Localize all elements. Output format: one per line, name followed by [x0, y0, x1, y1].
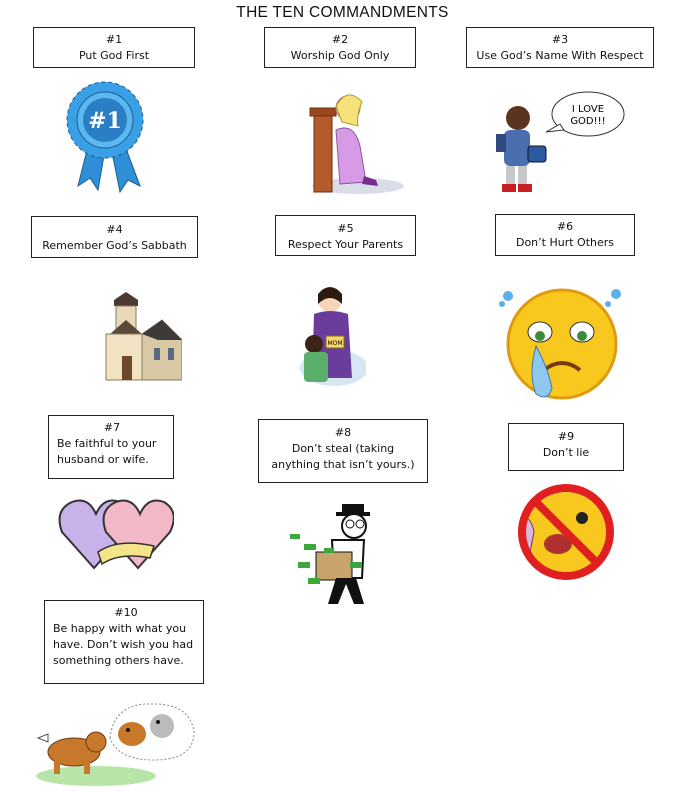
commandment-number: #9 — [557, 430, 575, 443]
commandment-6-card — [495, 214, 635, 256]
commandment-text: Use God’s Name With Respect — [476, 49, 644, 62]
commandment-9-card — [508, 423, 624, 471]
praying-girl-icon — [296, 86, 406, 196]
hearts-icon — [58, 488, 174, 572]
svg-text:#1: #1 — [88, 108, 122, 134]
commandment-number: #5 — [337, 222, 354, 235]
no-lying-icon — [514, 482, 618, 582]
commandment-text: Don’t lie — [542, 446, 590, 459]
commandment-text: Respect Your Parents — [287, 238, 404, 251]
first-place-ribbon-icon — [60, 78, 150, 193]
jealous-dog-icon — [34, 698, 200, 790]
church-icon — [98, 292, 182, 384]
commandment-text: Be faithful to your husband or wife. — [57, 437, 157, 466]
commandment-7-card — [48, 415, 174, 479]
crying-face-icon — [496, 284, 626, 406]
commandment-8-card — [258, 419, 428, 483]
commandment-text: Remember God’s Sabbath — [42, 239, 187, 252]
commandment-number: #1 — [105, 33, 123, 46]
commandment-3-card — [466, 27, 654, 68]
commandment-4-card — [31, 216, 198, 258]
commandment-text: Worship God Only — [290, 49, 390, 62]
thief-with-money-icon — [284, 500, 384, 608]
commandment-text: Don’t Hurt Others — [515, 236, 615, 249]
commandment-number: #6 — [556, 220, 574, 233]
commandment-2-card — [264, 27, 416, 68]
commandment-number: #8 — [334, 426, 352, 439]
commandment-number: #4 — [106, 223, 123, 236]
commandment-number: #7 — [103, 421, 121, 434]
commandment-text: Put God First — [78, 49, 150, 62]
page-title: THE TEN COMMANDMENTS — [236, 4, 449, 21]
commandment-number: #10 — [114, 606, 138, 619]
commandment-text: Be happy with what you have. Don’t wish you had something others have. — [53, 622, 194, 667]
commandment-5-card — [275, 215, 416, 256]
commandment-number: #3 — [551, 33, 569, 46]
boy-speaking-icon — [488, 88, 628, 200]
svg-text:GOD!!!: GOD!!! — [570, 116, 606, 127]
commandment-text: Don’t steal (taking anything that isn’t yours.) — [271, 442, 415, 471]
commandment-10-card — [44, 600, 204, 684]
speech-bubble-text: I LOVE — [571, 104, 605, 115]
mother-and-child-icon — [296, 278, 366, 386]
book-label: MOM — [327, 340, 343, 347]
commandment-number: #2 — [331, 33, 349, 46]
commandment-1-card — [33, 27, 195, 68]
